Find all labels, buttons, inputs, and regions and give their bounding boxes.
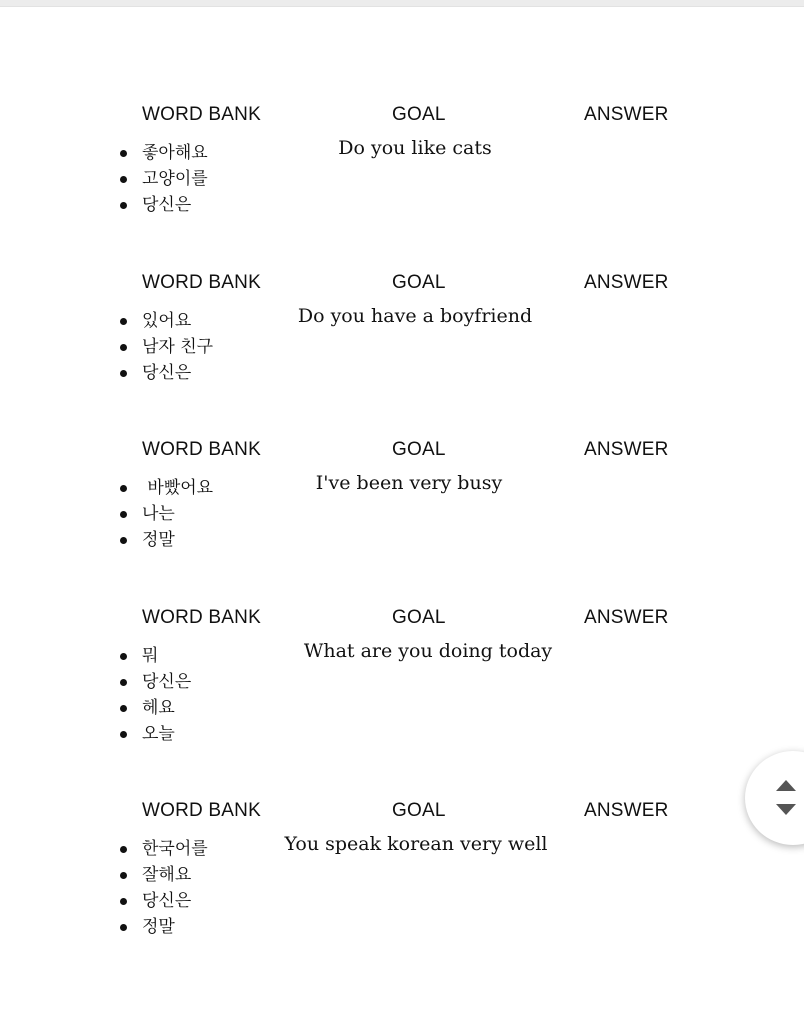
word-bank-item [118, 836, 208, 862]
goal-sentence: You speak korean very well [284, 833, 548, 855]
word-bank-header: WORD BANK [142, 272, 261, 293]
answer-header: ANSWER [584, 104, 669, 125]
goal-header: GOAL [392, 104, 446, 125]
answer-header: ANSWER [584, 800, 669, 821]
goal-sentence: Do you have a boyfriend [297, 305, 533, 327]
word-bank-item [118, 643, 191, 669]
bullet-icon [120, 846, 127, 853]
word-text: 헤요 [142, 698, 175, 718]
word-text: 한국어를 [142, 839, 208, 859]
word-text: 정말 [142, 530, 175, 550]
word-bank-item [118, 192, 208, 218]
bullet-icon [120, 318, 127, 325]
bullet-icon [120, 872, 127, 879]
word-bank-item [118, 888, 208, 914]
goal-header: GOAL [392, 439, 446, 460]
word-bank-item [118, 140, 208, 166]
bullet-icon [120, 370, 127, 377]
word-bank-header: WORD BANK [142, 607, 261, 628]
bullet-icon [120, 705, 127, 712]
word-text: 당신은 [142, 891, 192, 911]
bullet-icon [120, 150, 127, 157]
word-bank-item [118, 360, 213, 386]
word-bank-item [118, 308, 213, 334]
triangle-up-icon[interactable] [776, 780, 796, 791]
goal-header: GOAL [392, 272, 446, 293]
word-text: 있어요 [142, 311, 192, 331]
word-text: 남자 친구 [142, 337, 214, 357]
word-text: 뭐 [142, 646, 159, 666]
goal-sentence: I've been very busy [315, 472, 503, 494]
bullet-icon [120, 924, 127, 931]
word-bank-item [118, 166, 208, 192]
triangle-down-icon[interactable] [776, 804, 796, 815]
bullet-icon [120, 511, 127, 518]
word-text: 나는 [142, 504, 175, 524]
word-text: 잘해요 [142, 865, 192, 885]
bullet-icon [120, 653, 127, 660]
bullet-icon [120, 485, 127, 492]
bullet-icon [120, 731, 127, 738]
word-bank-item [118, 669, 191, 695]
bullet-icon [120, 202, 127, 209]
word-bank-list [118, 475, 213, 553]
word-text: 당신은 [142, 672, 192, 692]
word-bank-list [118, 140, 208, 218]
word-bank-item [118, 721, 191, 747]
word-bank-item [118, 527, 213, 553]
goal-header: GOAL [392, 800, 446, 821]
word-text: 바빴어요 [142, 478, 214, 498]
bullet-icon [120, 537, 127, 544]
word-text: 고양이를 [142, 169, 208, 189]
word-bank-item [118, 862, 208, 888]
answer-header: ANSWER [584, 607, 669, 628]
word-bank-list [118, 308, 213, 386]
word-text: 당신은 [142, 195, 192, 215]
word-text: 정말 [142, 917, 175, 937]
word-text: 좋아해요 [142, 143, 208, 163]
goal-sentence: Do you like cats [338, 137, 492, 159]
top-edge-bar [0, 0, 804, 7]
word-bank-list [118, 643, 191, 747]
bullet-icon [120, 679, 127, 686]
word-bank-item [118, 501, 213, 527]
word-bank-header: WORD BANK [142, 800, 261, 821]
word-bank-item [118, 914, 208, 940]
word-bank-header: WORD BANK [142, 104, 261, 125]
word-text: 당신은 [142, 363, 192, 383]
answer-header: ANSWER [584, 439, 669, 460]
answer-header: ANSWER [584, 272, 669, 293]
bullet-icon [120, 898, 127, 905]
word-bank-item [118, 475, 213, 501]
word-bank-header: WORD BANK [142, 439, 261, 460]
word-text: 오늘 [142, 724, 175, 744]
goal-header: GOAL [392, 607, 446, 628]
word-bank-list [118, 836, 208, 940]
goal-sentence: What are you doing today [303, 640, 553, 662]
scroll-navigation-button[interactable] [745, 751, 804, 845]
word-bank-item [118, 695, 191, 721]
bullet-icon [120, 344, 127, 351]
word-bank-item [118, 334, 213, 360]
bullet-icon [120, 176, 127, 183]
